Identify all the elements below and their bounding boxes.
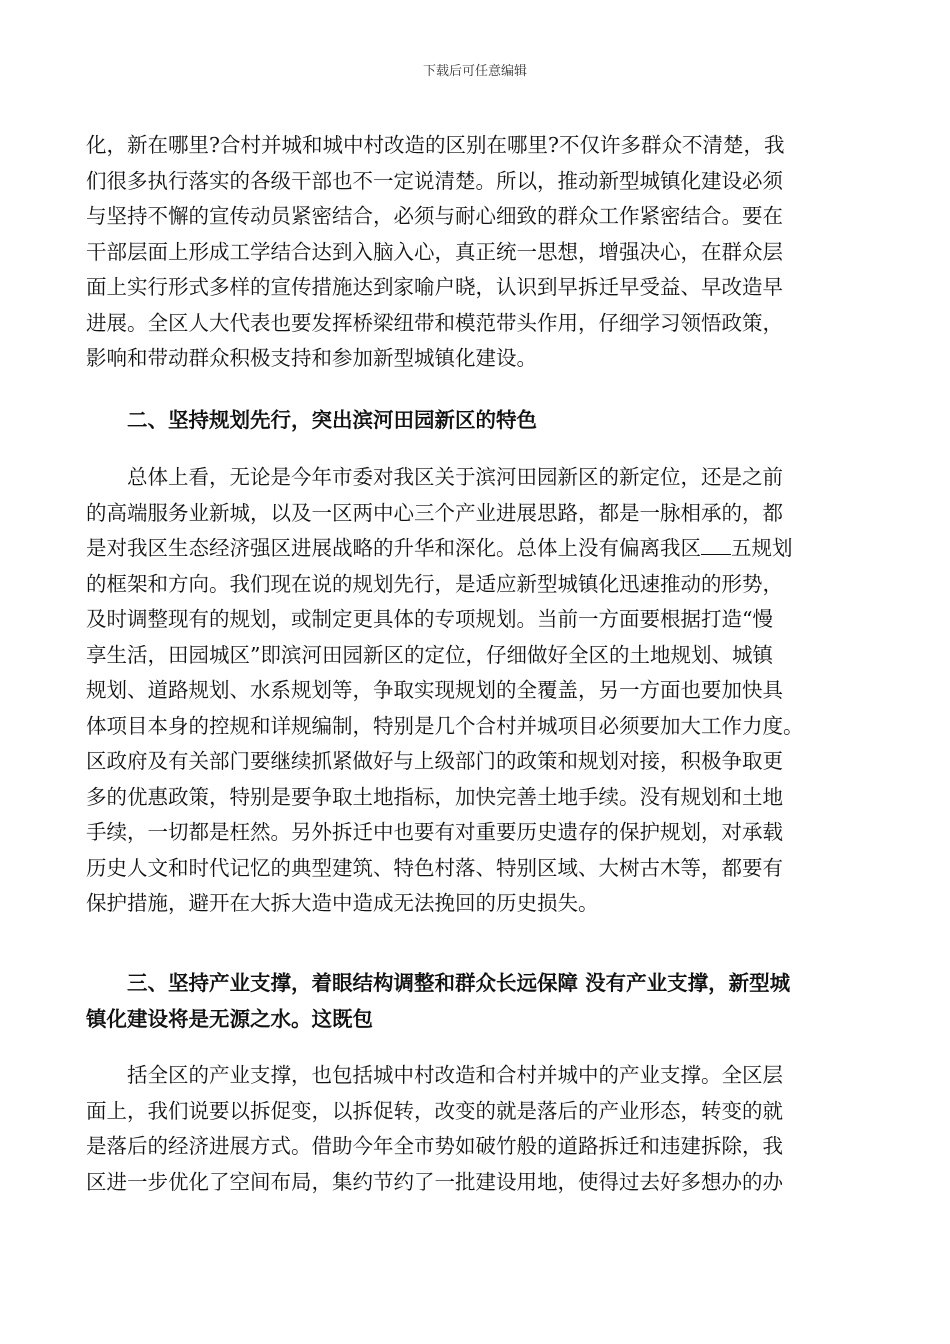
text-line bbox=[86, 531, 862, 567]
heading-text: 镇化建设将是无源之水。这既包 bbox=[86, 1006, 373, 1031]
heading-text: 三、坚持产业支撑，着眼结构调整和群众长远保障 没有产业支撑，新型城 bbox=[127, 971, 791, 995]
text-line: 的框架和方向。我们现在说的规划先行，是适应新型城镇化迅速推动的形势， bbox=[86, 571, 783, 596]
section-heading-2 bbox=[86, 403, 862, 439]
section-heading-3 bbox=[86, 966, 862, 1037]
paragraph-3 bbox=[86, 1058, 862, 1200]
text-line: 面上实行形式多样的宣传措施达到家喻户晓，认识到早拆迁早受益、早改造早 bbox=[86, 275, 783, 299]
page-header: 下载后可任意编辑 bbox=[422, 64, 527, 79]
paragraph-1 bbox=[86, 128, 862, 377]
paragraph-2 bbox=[86, 460, 862, 922]
text-segment: 五规划 bbox=[731, 536, 793, 560]
text-line: 化，新在哪里?合村并城和城中村改造的区别在哪里?不仅许多群众不清楚，我 bbox=[86, 133, 785, 157]
text-line: 总体上看，无论是今年市委对我区关于滨河田园新区的新定位，还是之前 bbox=[127, 465, 783, 489]
heading-text: 二、坚持规划先行，突出滨河田园新区的特色 bbox=[127, 408, 537, 432]
text-line: 区进一步优化了空间布局，集约节约了一批建设用地，使得过去好多想办的办 bbox=[86, 1169, 783, 1194]
text-line: 干部层面上形成工学结合达到入脑入心，真正统一思想，增强决心，在群众层 bbox=[86, 239, 783, 264]
text-line: 手续，一切都是枉然。另外拆迁中也要有对重要历史遗存的保护规划，对承载 bbox=[86, 820, 783, 844]
text-line: 区政府及有关部门要继续抓紧做好与上级部门的政策和规划对接，积极争取更 bbox=[86, 749, 783, 773]
text-line: 及时调整现有的规划，或制定更具体的专项规划。当前一方面要根据打造“慢 bbox=[86, 607, 773, 631]
text-line: 进展。全区人大代表也要发挥桥梁纽带和模范带头作用，仔细学习领悟政策， bbox=[86, 310, 783, 335]
text-line: 是落后的经济进展方式。借助今年全市势如破竹般的道路拆迁和违建拆除，我 bbox=[86, 1134, 783, 1158]
text-line: 面上，我们说要以拆促变，以拆促转，改变的就是落后的产业形态，转变的就 bbox=[86, 1098, 783, 1123]
text-line: 括全区的产业支撑，也包括城中村改造和合村并城中的产业支撑。全区层 bbox=[127, 1063, 783, 1087]
text-line: 体项目本身的控规和详规编制，特别是几个合村并城项目必须要加大工作力度。 bbox=[86, 713, 804, 738]
text-line: 的高端服务业新城，以及一区两中心三个产业进展思路，都是一脉相承的，都 bbox=[86, 500, 783, 525]
text-line: 保护措施，避开在大拆大造中造成无法挽回的历史损失。 bbox=[86, 891, 599, 915]
text-line: 影响和带动群众积极支持和参加新型城镇化建设。 bbox=[86, 346, 537, 370]
blank-underline bbox=[701, 536, 731, 555]
text-line: 与坚持不懈的宣传动员紧密结合，必须与耐心细致的群众工作紧密结合。要在 bbox=[86, 204, 783, 228]
text-line: 规划、道路规划、水系规划等，争取实现规划的全覆盖，另一方面也要加快具 bbox=[86, 678, 783, 702]
text-line: 历史人文和时代记忆的典型建筑、特色村落、特别区域、大树古木等，都要有 bbox=[86, 855, 783, 880]
text-line: 多的优惠政策，特别是要争取土地指标，加快完善土地手续。没有规划和土地 bbox=[86, 784, 783, 809]
text-segment: 是对我区生态经济强区进展战略的升华和深化。总体上没有偏离我区 bbox=[86, 536, 701, 560]
text-line: 享生活，田园城区”即滨河田园新区的定位，仔细做好全区的土地规划、城镇 bbox=[86, 642, 773, 667]
text-line: 们很多执行落实的各级干部也不一定说清楚。所以，推动新型城镇化建设必须 bbox=[86, 168, 783, 193]
